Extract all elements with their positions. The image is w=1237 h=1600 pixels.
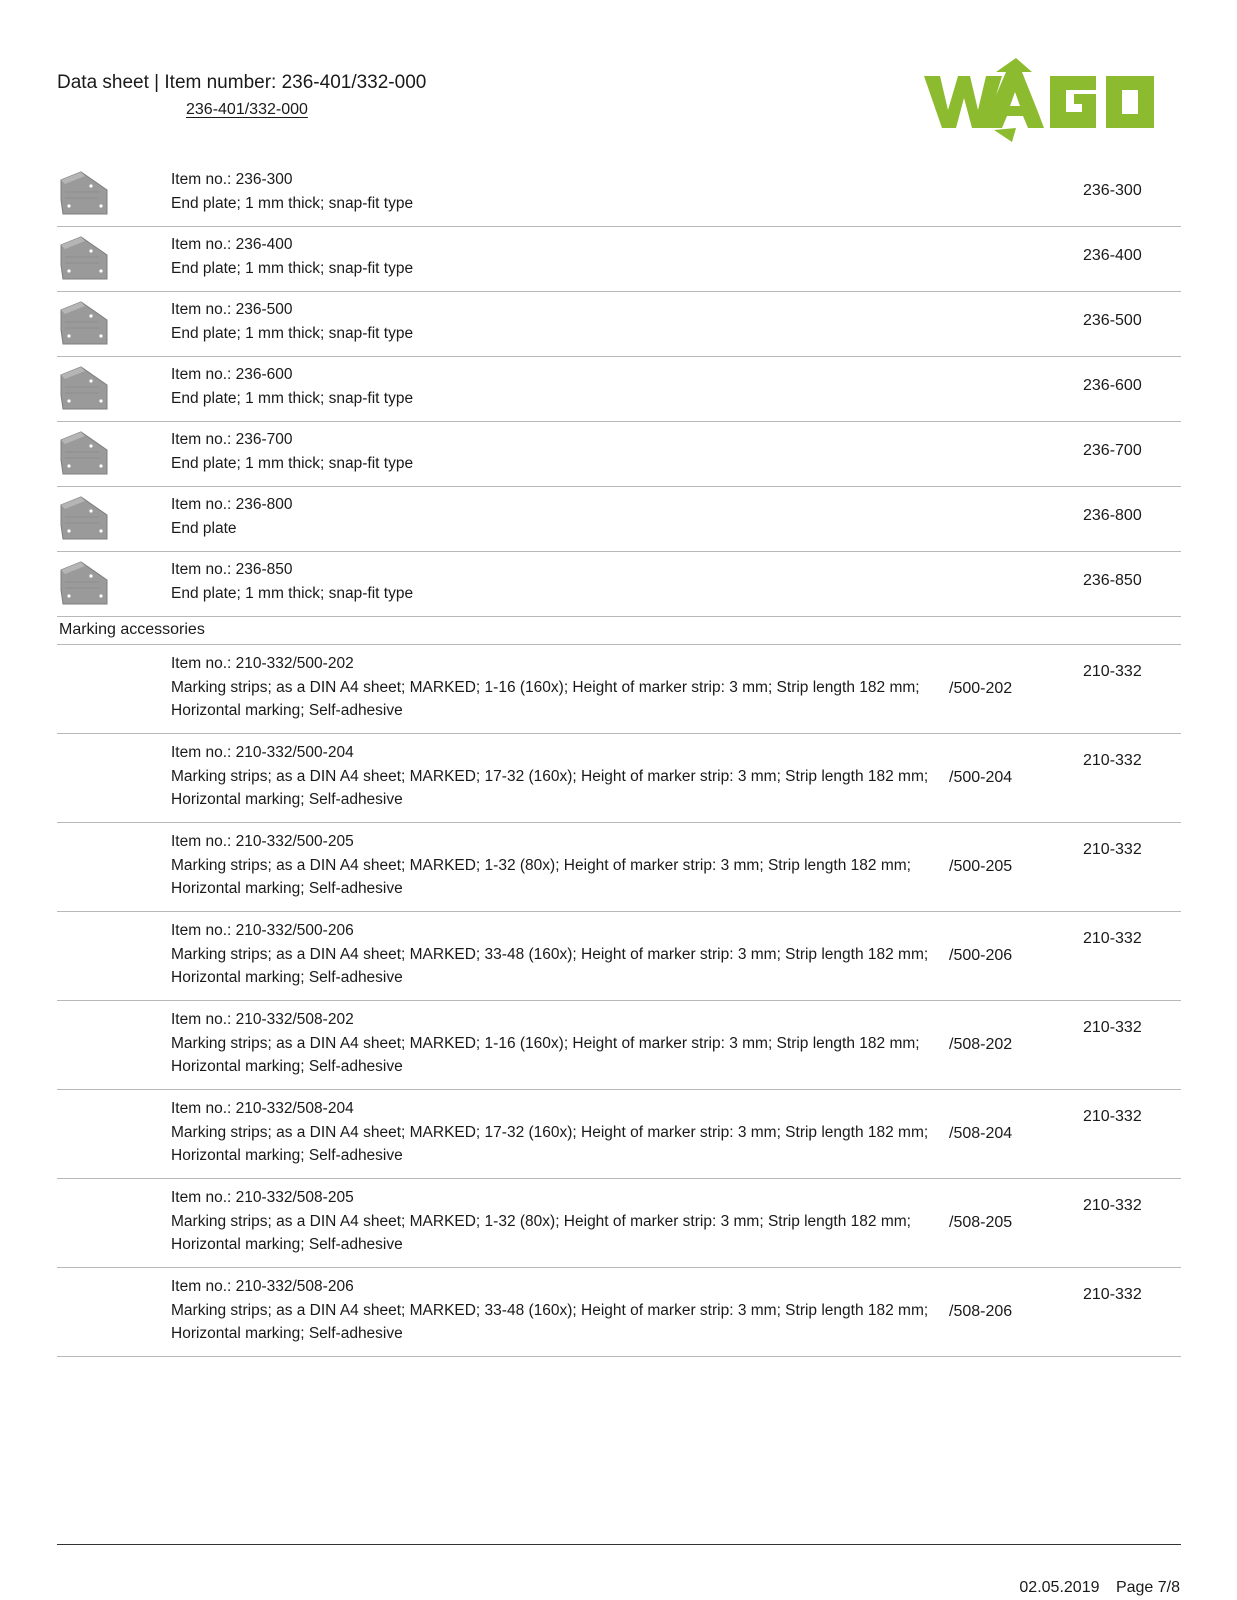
row-code-suffix: [949, 947, 1079, 969]
row-item-number: Item no.: 210-332/500-204: [171, 744, 354, 761]
table-row: [57, 162, 1181, 227]
wago-logo: [924, 58, 1180, 142]
row-description-text: End plate; 1 mm thick; snap-fit type: [171, 454, 414, 472]
table-row: [57, 357, 1181, 422]
row-item-number: Item no.: 210-332/500-205: [171, 833, 354, 850]
row-item-number: Item no.: 236-850: [171, 561, 293, 578]
row-item-number: Item no.: 210-332/508-206: [171, 1278, 354, 1295]
row-code: 236-800: [1083, 507, 1142, 524]
footer-page-number: Page 7/8: [1115, 1579, 1180, 1596]
row-description-text: Marking strips; as a DIN A4 sheet; MARKED; 17-32 (160x); Height of marker strip: 3 mm; Strip length 182 mm; Horizontal marking; Self-adhesive: [171, 1123, 929, 1164]
row-code: 236-300: [1083, 182, 1142, 199]
table-row: [57, 1090, 1181, 1179]
row-description-text: End plate; 1 mm thick; snap-fit type: [171, 324, 414, 342]
row-code-suffix-text: /508-204: [949, 1125, 1013, 1142]
row-description: [171, 493, 941, 540]
table-row: [57, 552, 1181, 617]
end-plate-image: [59, 235, 109, 281]
table-row: [57, 1179, 1181, 1268]
row-description-text: End plate; 1 mm thick; snap-fit type: [171, 259, 414, 277]
row-code-suffix-text: /500-204: [949, 769, 1013, 786]
row-description: [171, 919, 941, 990]
row-description: [171, 298, 941, 345]
row-code-suffix-text: /500-205: [949, 858, 1013, 875]
table-row: [57, 227, 1181, 292]
row-description-text: Marking strips; as a DIN A4 sheet; MARKED; 33-48 (160x); Height of marker strip: 3 mm; Strip length 182 mm; Horizontal marking; Self-adhesive: [171, 1301, 929, 1342]
row-description: [171, 741, 941, 812]
row-item-number: Item no.: 210-332/508-205: [171, 1189, 354, 1206]
row-description-text: Marking strips; as a DIN A4 sheet; MARKED; 1-32 (80x); Height of marker strip: 3 mm; Strip length 182 mm; Horizontal marking; Self-adhesive: [171, 856, 911, 897]
row-code-suffix: [949, 1036, 1079, 1058]
row-description-text: Marking strips; as a DIN A4 sheet; MARKED; 1-16 (160x); Height of marker strip: 3 mm; Strip length 182 mm; Horizontal marking; Self-adhesive: [171, 1034, 920, 1075]
row-code: 210-332: [1083, 930, 1142, 947]
row-code-suffix-text: /500-202: [949, 680, 1013, 697]
row-code-suffix-text: /508-202: [949, 1036, 1013, 1053]
table-row: [57, 292, 1181, 357]
row-description: [171, 168, 941, 215]
end-plate-image: [59, 365, 109, 411]
row-description: [171, 830, 941, 901]
row-code-suffix: [949, 680, 1079, 702]
row-code: 210-332: [1083, 1286, 1142, 1303]
row-description-text: Marking strips; as a DIN A4 sheet; MARKED; 1-16 (160x); Height of marker strip: 3 mm; Strip length 182 mm; Horizontal marking; Self-adhesive: [171, 678, 920, 719]
row-code: 210-332: [1083, 1108, 1142, 1125]
row-description-text: End plate: [171, 519, 237, 537]
table-row: [57, 422, 1181, 487]
row-code-suffix: [949, 1303, 1079, 1325]
end-plate-image: [59, 560, 109, 606]
row-item-number: Item no.: 236-800: [171, 496, 293, 513]
end-plate-image: [59, 495, 109, 541]
row-description: [171, 652, 941, 723]
row-description-text: Marking strips; as a DIN A4 sheet; MARKED; 17-32 (160x); Height of marker strip: 3 mm; Strip length 182 mm; Horizontal marking; Self-adhesive: [171, 767, 929, 808]
row-item-number: Item no.: 236-400: [171, 236, 293, 253]
row-item-number: Item no.: 236-500: [171, 301, 293, 318]
row-item-number: Item no.: 236-300: [171, 171, 293, 188]
footer-date: 02.05.2019: [1019, 1579, 1100, 1596]
row-code-suffix-text: /508-206: [949, 1303, 1013, 1320]
row-description: [171, 1097, 941, 1168]
end-plate-image: [59, 430, 109, 476]
row-code: 210-332: [1083, 1019, 1142, 1036]
row-code-suffix: [949, 769, 1079, 791]
table-row: [57, 487, 1181, 552]
row-item-number: Item no.: 210-332/500-202: [171, 655, 354, 672]
end-plate-image: [59, 300, 109, 346]
table-row: [57, 1001, 1181, 1090]
row-description: [171, 363, 941, 410]
row-item-number: Item no.: 210-332/500-206: [171, 922, 354, 939]
section-heading-marking-accessories: Marking accessories: [57, 617, 1181, 645]
document-title: Data sheet | Item number: 236-401/332-000: [57, 72, 427, 93]
row-code: 236-600: [1083, 377, 1142, 394]
row-code: 210-332: [1083, 663, 1142, 680]
table-row: [57, 1268, 1181, 1357]
row-code: 236-850: [1083, 572, 1142, 589]
row-description: [171, 1275, 941, 1346]
table-row: [57, 645, 1181, 734]
row-description-text: Marking strips; as a DIN A4 sheet; MARKED; 33-48 (160x); Height of marker strip: 3 mm; Strip length 182 mm; Horizontal marking; Self-adhesive: [171, 945, 929, 986]
row-code-suffix-text: /508-205: [949, 1214, 1013, 1231]
row-item-number: Item no.: 236-600: [171, 366, 293, 383]
end-plate-image: [59, 170, 109, 216]
row-code-suffix: [949, 1125, 1079, 1147]
row-description: [171, 233, 941, 280]
row-item-number: Item no.: 236-700: [171, 431, 293, 448]
table-row: [57, 912, 1181, 1001]
row-item-number: Item no.: 210-332/508-204: [171, 1100, 354, 1117]
table-row: [57, 823, 1181, 912]
page-footer: [1007, 1579, 1180, 1597]
row-description: [171, 1008, 941, 1079]
row-description: [171, 558, 941, 605]
row-description-text: End plate; 1 mm thick; snap-fit type: [171, 584, 414, 602]
row-code: 236-400: [1083, 247, 1142, 264]
footer-divider: [57, 1544, 1181, 1545]
table-row: [57, 734, 1181, 823]
row-code-suffix: [949, 1214, 1079, 1236]
row-description: [171, 428, 941, 475]
row-code-suffix-text: /500-206: [949, 947, 1013, 964]
row-code: 236-500: [1083, 312, 1142, 329]
row-code: 210-332: [1083, 1197, 1142, 1214]
row-description-text: End plate; 1 mm thick; snap-fit type: [171, 389, 414, 407]
row-code: 236-700: [1083, 442, 1142, 459]
row-code-suffix: [949, 858, 1079, 880]
accessories-table: [57, 162, 1181, 1357]
row-description-text: Marking strips; as a DIN A4 sheet; MARKED; 1-32 (80x); Height of marker strip: 3 mm; Strip length 182 mm; Horizontal marking; Self-adhesive: [171, 1212, 911, 1253]
row-code: 210-332: [1083, 841, 1142, 858]
row-item-number: Item no.: 210-332/508-202: [171, 1011, 354, 1028]
row-description-text: End plate; 1 mm thick; snap-fit type: [171, 194, 414, 212]
row-code: 210-332: [1083, 752, 1142, 769]
row-description: [171, 1186, 941, 1257]
item-number-link[interactable]: 236-401/332-000: [186, 101, 308, 118]
